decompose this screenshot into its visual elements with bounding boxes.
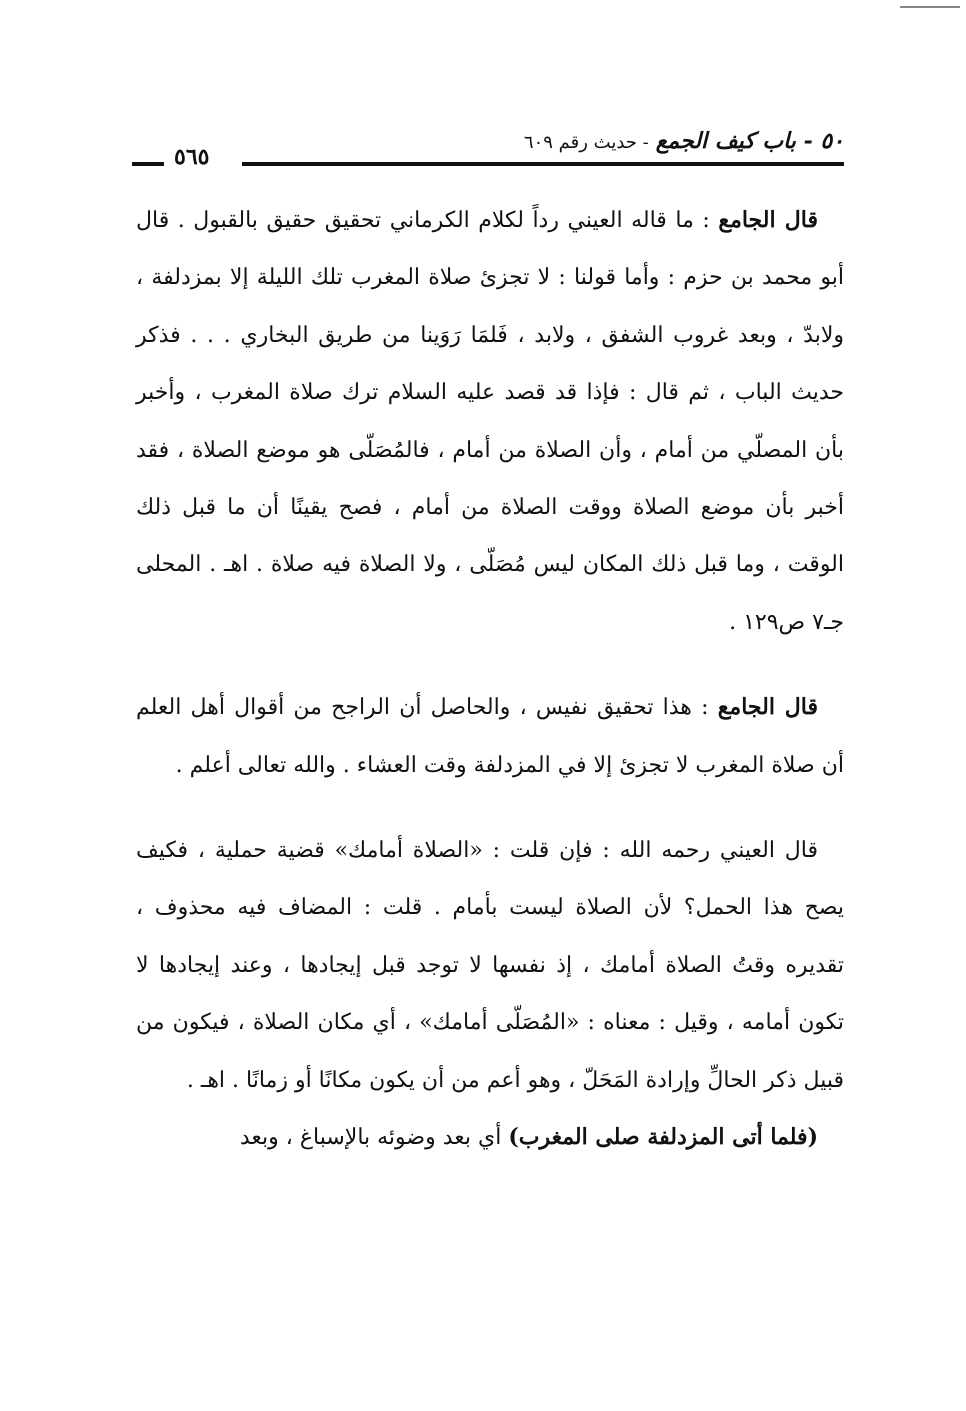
paragraph-3: [136, 822, 844, 1109]
hadith-reference: - حديث رقم ٦٠٩: [523, 132, 649, 153]
paragraph-lead: قال الجامع: [718, 207, 818, 233]
paragraph-text: قال العيني رحمه الله : فإن قلت : «الصلاة أمامك» قضية حملية ، فكيف يصح هذا الحمل؟ لأن الصلاة ليست بأمام . قلت : المضاف فيه محذوف ، تقديره وقتُ الصلاة أمامك ، إذ نفسها لا توجد قبل إيجادها ، وعند إيجادها لا تكون أمامه ، وقيل : معناه : «المُصَلّى أمامك» ، أي مكان الصلاة ، فيكون من قبيل ذكر الحالِّ وإرادة المَحَلّ ، وهو أعم من أن يكون مكانًا أو زمانًا . اهـ .: [136, 838, 844, 1093]
paragraph-lead: قال الجامع: [717, 694, 819, 721]
paragraph-4: [136, 1109, 844, 1166]
paragraph-2: [136, 679, 844, 794]
running-header: [132, 128, 844, 178]
header-rule: [242, 162, 844, 166]
chapter-heading: [524, 128, 844, 154]
page-number-dash: [132, 162, 164, 166]
scan-edge-mark: [900, 6, 960, 8]
paragraph-text: : هذا تحقيق نفيس ، والحاصل أن الراجح من أقوال أهل العلم أن صلاة المغرب لا تجزئ إلا في المزدلفة وقت العشاء . والله تعالى أعلم .: [136, 695, 844, 778]
paragraph-lead: (فلما أتى المزدلفة صلى المغرب): [508, 1124, 818, 1151]
paragraph-text: : ما قاله العيني رداً لكلام الكرماني تحقيق حقيق بالقبول . قال أبو محمد بن حزم : وأما قولنا : لا تجزئ صلاة المغرب تلك الليلة إلا بمزدلفة ، ولابدّ ، وبعد غروب الشفق ، ولابد ، فَلمَا رَوَينا من طريق البخاري . . . فذكر حديث الباب ، ثم قال : فإذا قد قصد عليه السلام ترك صلاة المغرب ، وأخبر بأن المصلّي من أمام ، وأن الصلاة من أمام ، فالمُصَلّى هو موضع الصلاة ، فقد أخبر بأن موضع الصلاة ووقت الصلاة من أمام ، فصح يقينًا أن ما قبل ذلك الوقت ، وما قبل ذلك المكان ليس مُصَلّى ، ولا الصلاة فيه صلاة . اهـ . المحلى جـ٧ ص١٢٩ .: [136, 208, 844, 635]
paragraph-1: [136, 192, 844, 651]
chapter-title: ٥٠ - باب كيف الجمع: [655, 128, 844, 154]
page-number: ٥٦٥: [174, 144, 210, 170]
body-text: [136, 192, 844, 1167]
paragraph-text: أي بعد وضوئه بالإسباغ ، وبعد: [239, 1125, 502, 1151]
